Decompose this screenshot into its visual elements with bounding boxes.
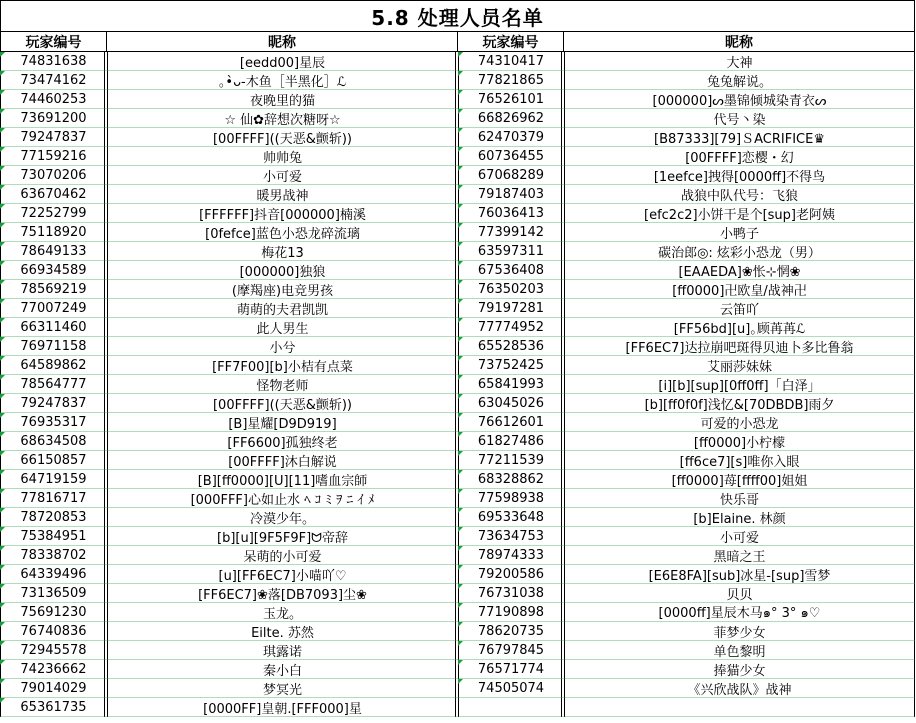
player-id-cell: 74310417 xyxy=(458,52,564,71)
player-id-cell: 77821865 xyxy=(458,71,564,90)
nickname-cell: [000000]独狼 xyxy=(239,265,326,280)
player-id-cell: 73136509 xyxy=(0,584,107,603)
player-id-cell: 73474162 xyxy=(0,71,107,90)
nickname-cell: [00FFFF]沐白解说 xyxy=(228,455,337,470)
player-id-cell: 78649133 xyxy=(0,242,107,261)
nickname-cell: 捧猫少女 xyxy=(713,664,766,679)
player-id-cell: 67536408 xyxy=(458,261,564,280)
nickname-cell: 小可爱 xyxy=(262,170,302,185)
player-id-cell: 63597311 xyxy=(458,242,564,261)
nickname-cell: [u][FF6EC7]小喵吖♡ xyxy=(218,569,347,584)
player-id-cell: 76935317 xyxy=(0,413,107,432)
player-id-cell: 76526101 xyxy=(458,90,564,109)
nickname-cell: ｡•̀ᴗ-木鱼［半黑化］ℒ xyxy=(218,75,347,90)
nickname-cell: [FF6EC7]达拉崩吧斑得贝迪卜多比鲁翁 xyxy=(625,341,854,356)
nickname-cell: [00FFFF]((天恶&颤斩)) xyxy=(212,132,353,147)
nickname-cell: 艾丽莎妹妹 xyxy=(706,360,772,375)
player-id-cell: 73634753 xyxy=(458,527,564,546)
nickname-cell: 可爱的小恐龙 xyxy=(700,417,779,432)
player-id-cell: 66311460 xyxy=(0,318,107,337)
player-id-cell: 65528536 xyxy=(458,337,564,356)
player-id-cell: 79200586 xyxy=(458,565,564,584)
player-id-cell: 73070206 xyxy=(0,166,107,185)
nickname-cell: [ff0000]苺[ffff00]姐姐 xyxy=(671,474,808,489)
player-id-cell: 78720853 xyxy=(0,508,107,527)
nickname-cell: 帅帅兔 xyxy=(262,151,302,166)
player-id-cell: 77598938 xyxy=(458,489,564,508)
nickname-cell: [00FFFF]((天恶&颤斩)) xyxy=(212,398,353,413)
player-id-cell: 75691230 xyxy=(0,603,107,622)
nickname-cell: 玉龙。 xyxy=(262,607,302,622)
nickname-cell: [FF7F00][b]小桔有点菜 xyxy=(212,360,353,375)
nickname-cell: 梅花13 xyxy=(261,246,304,261)
nickname-cell: [eedd00]星辰 xyxy=(239,56,326,71)
player-id-cell: 79187403 xyxy=(458,185,564,204)
nickname-cell: [00FFFF]恋樱・幻 xyxy=(685,151,794,166)
nickname-cell: [0000ff]星辰木马๑° 3° ๑♡ xyxy=(658,606,821,621)
nickname-cell: [000FFF]心如止水 ﾍ ｺ ﾐ ｦ ﾆ ｲ ﾒ xyxy=(190,493,375,508)
player-id-cell: 79197281 xyxy=(458,299,564,318)
right-id-header: 玩家编号 xyxy=(458,32,564,52)
player-id-cell: 72252799 xyxy=(0,204,107,223)
nickname-cell: [1eefce]拽得[0000ff]不得鸟 xyxy=(653,170,826,185)
player-id-cell: 73691200 xyxy=(0,109,107,128)
nickname-cell: 《兴欣战队》战神 xyxy=(687,683,792,698)
player-id-cell: 74831638 xyxy=(0,52,107,71)
player-id-cell: 64719159 xyxy=(0,470,107,489)
player-id-cell: 76612601 xyxy=(458,413,564,432)
player-id-cell: 63670462 xyxy=(0,185,107,204)
player-id-cell: 76971158 xyxy=(0,337,107,356)
left-name-header: 昵称 xyxy=(107,32,458,52)
player-id-cell: 77007249 xyxy=(0,299,107,318)
player-id-cell: 68328862 xyxy=(458,470,564,489)
nickname-cell: [E6E8FA][sub]冰星-[sup]雪梦 xyxy=(648,569,831,584)
player-id-cell: 67068289 xyxy=(458,166,564,185)
player-id-cell: 79247837 xyxy=(0,128,107,147)
player-id-cell: 75384951 xyxy=(0,527,107,546)
nickname-cell: 小兮 xyxy=(269,341,296,356)
player-id-cell: 76797845 xyxy=(458,641,564,660)
player-id-cell: 79247837 xyxy=(0,394,107,413)
player-id-cell: 76350203 xyxy=(458,280,564,299)
nickname-cell: [B]星耀[D9D919] xyxy=(228,417,337,432)
nickname-cell: [ff0000]小柠檬 xyxy=(693,436,786,451)
nickname-cell: 菲梦少女 xyxy=(713,626,766,641)
player-id-cell: 76036413 xyxy=(458,204,564,223)
sheet-title: 5.8 处理人员名单 xyxy=(0,0,915,32)
nickname-cell: 夜晚里的猫 xyxy=(249,94,315,109)
nickname-cell: 小可爱 xyxy=(719,531,759,546)
player-id-cell: 72945578 xyxy=(0,641,107,660)
player-id-cell: 69533648 xyxy=(458,508,564,527)
nickname-cell: [0000FF]皇朝.[FFF000]星 xyxy=(203,702,362,717)
nickname-cell: 大神 xyxy=(726,56,753,71)
left-name-column xyxy=(107,52,458,717)
nickname-cell: [FF6EC7]❀落[DB7093]尘❀ xyxy=(198,588,367,603)
player-id-cell: 76731038 xyxy=(458,584,564,603)
nickname-cell: 战狼中队代号：飞狼 xyxy=(680,189,798,204)
nickname-cell: 快乐哥 xyxy=(719,493,759,508)
left-id-header: 玩家编号 xyxy=(0,32,107,52)
player-id-cell: 74236662 xyxy=(0,660,107,679)
player-id-cell: 79014029 xyxy=(0,679,107,698)
player-id-cell: 77774952 xyxy=(458,318,564,337)
player-id-cell: 76571774 xyxy=(458,660,564,679)
nickname-cell: 碳治郎◎: 炫彩小恐龙（男） xyxy=(658,246,821,261)
nickname-cell: [b][u][9F5F9F]ᗢ帝辞 xyxy=(217,531,348,546)
nickname-cell: (摩羯座)电竞男孩 xyxy=(231,284,334,299)
player-id-cell: 68634508 xyxy=(0,432,107,451)
nickname-cell: 怪物老师 xyxy=(256,379,309,394)
nickname-cell: [FFFFFF]抖音[000000]楠溪 xyxy=(199,208,366,223)
nickname-cell: 秦小白 xyxy=(262,664,302,679)
nickname-cell: 琪露诺 xyxy=(262,645,302,660)
nickname-cell: [efc2c2]小饼干是个[sup]老阿姨 xyxy=(644,208,835,223)
player-id-cell: 77399142 xyxy=(458,223,564,242)
nickname-cell: [ff6ce7][s]唯你入眼 xyxy=(679,455,800,470)
player-id-cell: 74460253 xyxy=(0,90,107,109)
player-id-cell: 78974333 xyxy=(458,546,564,565)
player-id-cell: 63045026 xyxy=(458,394,564,413)
nickname-cell: ☆ 仙✿辞想次糖呀☆ xyxy=(224,113,341,128)
nickname-cell: [ff0000]卍欧皇/战神卍 xyxy=(672,284,807,299)
nickname-cell: [0fefce]蓝色小恐龙碎流璃 xyxy=(205,227,360,242)
player-id-cell: 78564777 xyxy=(0,375,107,394)
nickname-cell: [b][ff0f0f]浅忆&[70DBDB]雨夕 xyxy=(644,398,835,413)
player-id-cell: 62470379 xyxy=(458,128,564,147)
nickname-cell: 黑暗之王 xyxy=(713,550,766,565)
player-id-cell: 64339496 xyxy=(0,565,107,584)
nickname-cell: [i][b][sup][0ff0ff]「白泽」 xyxy=(658,379,821,394)
nickname-cell: 暖男战神 xyxy=(256,189,309,204)
player-id-cell: 77211539 xyxy=(458,451,564,470)
player-id-cell: 65841993 xyxy=(458,375,564,394)
player-id-cell: 78620735 xyxy=(458,622,564,641)
player-id-cell: 78569219 xyxy=(0,280,107,299)
nickname-cell: [FF56bd][u]｡顾苒苒ℒ xyxy=(673,322,806,337)
right-name-header: 昵称 xyxy=(564,32,915,52)
nickname-cell: 萌萌的夫君凯凯 xyxy=(236,303,328,318)
nickname-cell: 云笛吖 xyxy=(719,303,759,318)
player-id-cell: 77159216 xyxy=(0,147,107,166)
nickname-cell: [B][ff0000][U][11]嗜血宗師 xyxy=(197,474,368,489)
player-id-cell: 66150857 xyxy=(0,451,107,470)
right-id-column xyxy=(458,52,564,717)
right-name-column xyxy=(564,52,915,717)
nickname-cell: 兔兔解说。 xyxy=(706,75,772,90)
nickname-cell: 单色黎明 xyxy=(713,645,766,660)
player-id-cell xyxy=(458,698,564,717)
nickname-cell: Eilte. 苏然 xyxy=(251,626,314,641)
nickname-cell: [B87333][79]ＳACRIFICE♛ xyxy=(654,132,825,147)
player-id-cell: 78338702 xyxy=(0,546,107,565)
nickname-cell: [FF6600]孤独终老 xyxy=(227,436,338,451)
player-id-cell: 77190898 xyxy=(458,603,564,622)
player-id-cell: 65361735 xyxy=(0,698,107,717)
nickname-cell: [EAAEDA]❀怅⊹惘❀ xyxy=(678,265,801,280)
nickname-cell: 梦冥光 xyxy=(262,683,302,698)
nickname-cell: [b]Elaine. 林颜 xyxy=(693,512,786,527)
nickname-cell: 此人男生 xyxy=(256,322,309,337)
player-id-cell: 61827486 xyxy=(458,432,564,451)
player-id-cell: 66934589 xyxy=(0,261,107,280)
player-id-cell: 64589862 xyxy=(0,356,107,375)
nickname-cell: 代号丶染 xyxy=(713,113,766,128)
nickname-cell: 小鸭子 xyxy=(719,227,759,242)
player-id-cell: 74505074 xyxy=(458,679,564,698)
player-id-cell: 77816717 xyxy=(0,489,107,508)
player-id-cell: 73752425 xyxy=(458,356,564,375)
nickname-cell: 呆萌的小可爱 xyxy=(243,550,322,565)
left-id-column xyxy=(0,52,107,717)
player-id-cell: 75118920 xyxy=(0,223,107,242)
player-id-cell: 60736455 xyxy=(458,147,564,166)
nickname-cell xyxy=(564,698,915,717)
nickname-cell: [000000]ᔕ墨锦倾城染青衣ᔕ xyxy=(652,94,827,109)
player-id-cell: 66826962 xyxy=(458,109,564,128)
nickname-cell: 冷漠少年。 xyxy=(249,512,315,527)
nickname-cell: 贝贝 xyxy=(726,588,753,603)
player-id-cell: 76740836 xyxy=(0,622,107,641)
